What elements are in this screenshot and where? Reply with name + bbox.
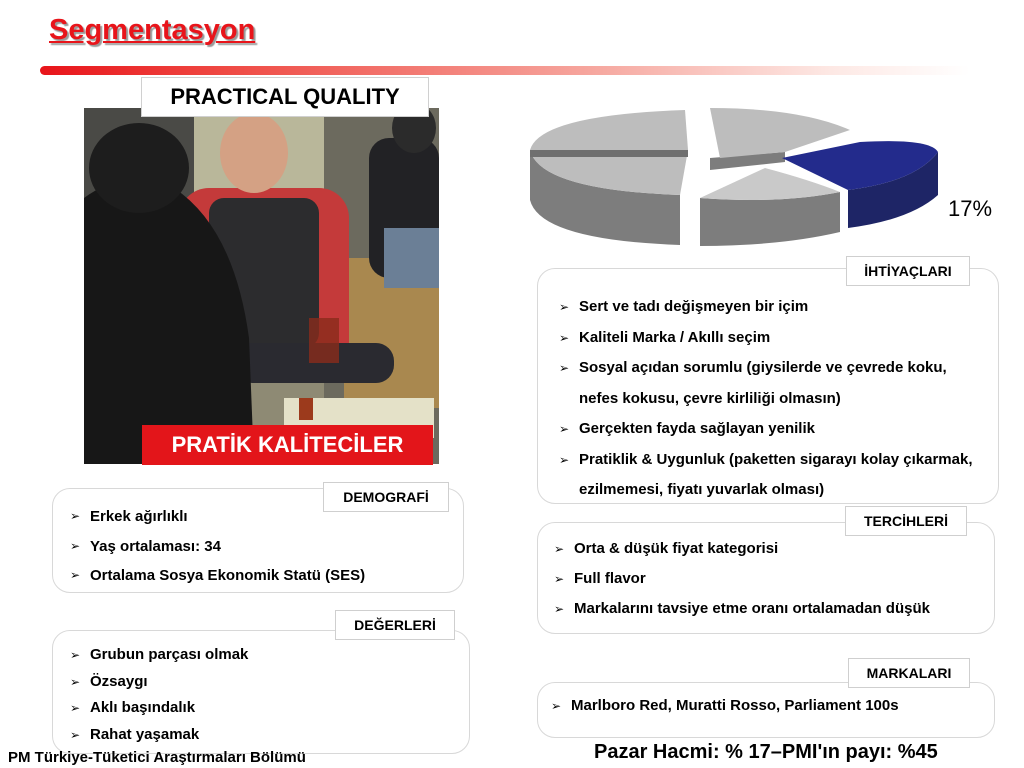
footer-department: PM Türkiye-Tüketici Araştırmaları Bölümü [8,749,306,766]
demographics-item: ➢ Erkek ağırlıklı [70,502,450,532]
pie-slice-left-edge [530,150,688,157]
page-title: Segmentasyon [49,14,256,46]
market-pie-chart [520,100,960,260]
values-list [70,642,450,748]
values-item: ➢ Özsaygı [70,669,450,696]
needs-item: ➢ Gerçekten fayda sağlayan yenilik [559,414,979,445]
needs-item: ➢ Kaliteli Marka / Akıllı seçim [559,323,979,354]
demographics-list [70,502,450,591]
pie-slice-bottom-side [700,192,840,246]
needs-item: ➢ Sert ve tadı değişmeyen bir içim [559,292,979,323]
needs-item: ➢ Sosyal açıdan sorumlu (giysilerde ve çevrede koku, nefes kokusu, çevre kirliliği olmasın) [559,353,979,414]
preferences-item: ➢ Full flavor [554,564,984,594]
preferences-tag: TERCİHLERİ [845,506,967,536]
demographics-tag: DEMOGRAFİ [323,482,449,512]
preferences-item: ➢ Markalarını tavsiye etme oranı ortalamadan düşük [554,594,984,624]
preferences-list [554,534,984,624]
photo-caption: PRATİK KALİTECİLER [142,425,433,465]
segment-photo [84,108,439,464]
values-item: ➢ Aklı başındalık [70,695,450,722]
needs-tag: İHTİYAÇLARI [846,256,970,286]
needs-list [559,292,979,506]
brands-tag: MARKALARI [848,658,970,688]
needs-item: ➢ Pratiklik & Uygunluk (paketten sigarayı kolay çıkarmak, ezilmemesi, fiyatı yuvarlak olması) [559,445,979,506]
pie-highlight-percent: 17% [948,196,993,221]
values-item: ➢ Rahat yaşamak [70,722,450,749]
values-item: ➢ Grubun parçası olmak [70,642,450,669]
demographics-item: ➢ Yaş ortalaması: 34 [70,532,450,562]
footer-market-share: Pazar Hacmi: % 17–PMI'ın payı: %45 [594,741,938,763]
segment-label: PRACTICAL QUALITY [141,77,429,117]
preferences-item: ➢ Orta & düşük fiyat kategorisi [554,534,984,564]
values-tag: DEĞERLERİ [335,610,455,640]
brands-list [551,694,981,718]
title-underline-bar [40,66,970,75]
demographics-item: ➢ Ortalama Sosya Ekonomik Statü (SES) [70,561,450,591]
brands-item: ➢ Marlboro Red, Muratti Rosso, Parliament 100s [551,694,981,718]
segment-photo-illustration [84,108,439,464]
